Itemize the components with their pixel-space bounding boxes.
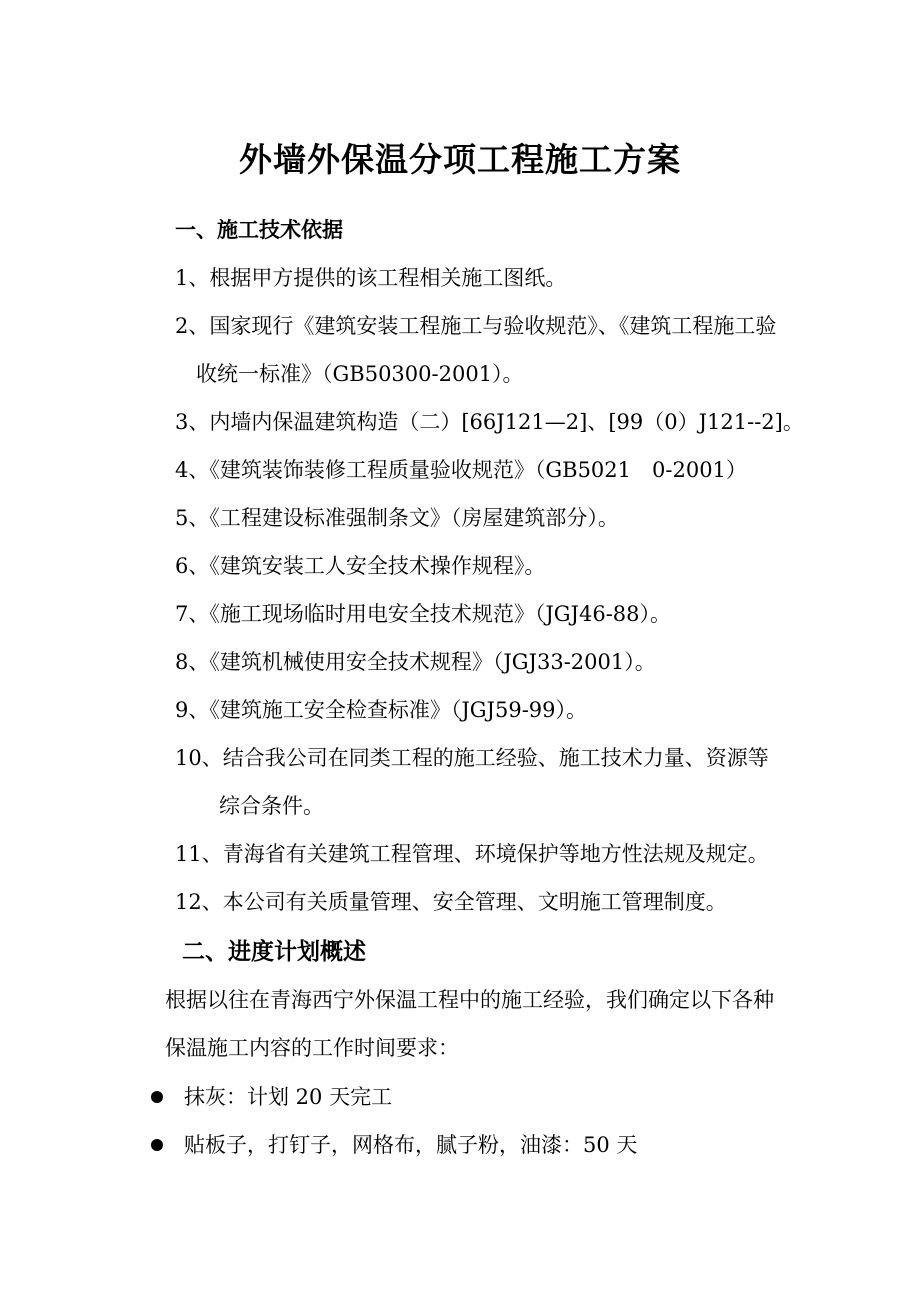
schedule-bullet-finishing: 贴板子，打钉子，网格布，腻子粉，油漆：50 天 <box>184 1133 638 1157</box>
basis-item-12: 12、本公司有关质量管理、安全管理、文明施工管理制度。 <box>175 890 727 914</box>
basis-item-7: 7、《施工现场临时用电安全技术规范》（JGJ46-88）。 <box>175 602 672 626</box>
basis-item-10: 10、结合我公司在同类工程的施工经验、施工技术力量、资源等 <box>175 746 769 770</box>
schedule-paragraph-line-1: 根据以往在青海西宁外保温工程中的施工经验，我们确定以下各种 <box>165 988 774 1012</box>
section-heading-schedule: 二、进度计划概述 <box>182 939 366 965</box>
section-heading-basis: 一、施工技术依据 <box>175 218 343 242</box>
bullet-icon <box>151 1091 163 1103</box>
basis-item-3: 3、内墙内保温建筑构造（二）[66J121—2]、[99（0）J121--2]。 <box>175 410 804 434</box>
schedule-paragraph-line-2: 保温施工内容的工作时间要求： <box>165 1036 459 1060</box>
basis-item-1: 1、根据甲方提供的该工程相关施工图纸。 <box>175 266 567 290</box>
basis-item-11: 11、青海省有关建筑工程管理、环境保护等地方性法规及规定。 <box>175 842 769 866</box>
basis-item-8: 8、《建筑机械使用安全技术规程》（JGJ33-2001）。 <box>175 650 656 674</box>
basis-item-2: 2、国家现行《建筑安装工程施工与验收规范》、《建筑工程施工验 <box>175 314 777 338</box>
schedule-bullet-plastering: 抹灰：计划 20 天完工 <box>184 1085 393 1109</box>
bullet-icon <box>151 1139 163 1151</box>
basis-item-2-continued: 收统一标准》（GB50300-2001）。 <box>196 362 524 386</box>
basis-item-5: 5、《工程建设标准强制条文》（房屋建筑部分）。 <box>175 506 619 530</box>
document-title: 外墙外保温分项工程施工方案 <box>239 140 681 179</box>
basis-item-10-continued: 综合条件。 <box>219 794 324 818</box>
basis-item-6: 6、《建筑安装工人安全技术操作规程》。 <box>175 554 546 578</box>
basis-item-9: 9、《建筑施工安全检查标准》（JGJ59-99）。 <box>175 698 588 722</box>
basis-item-4: 4、《建筑装饰装修工程质量验收规范》（GB5021 0-2001） <box>175 458 747 482</box>
